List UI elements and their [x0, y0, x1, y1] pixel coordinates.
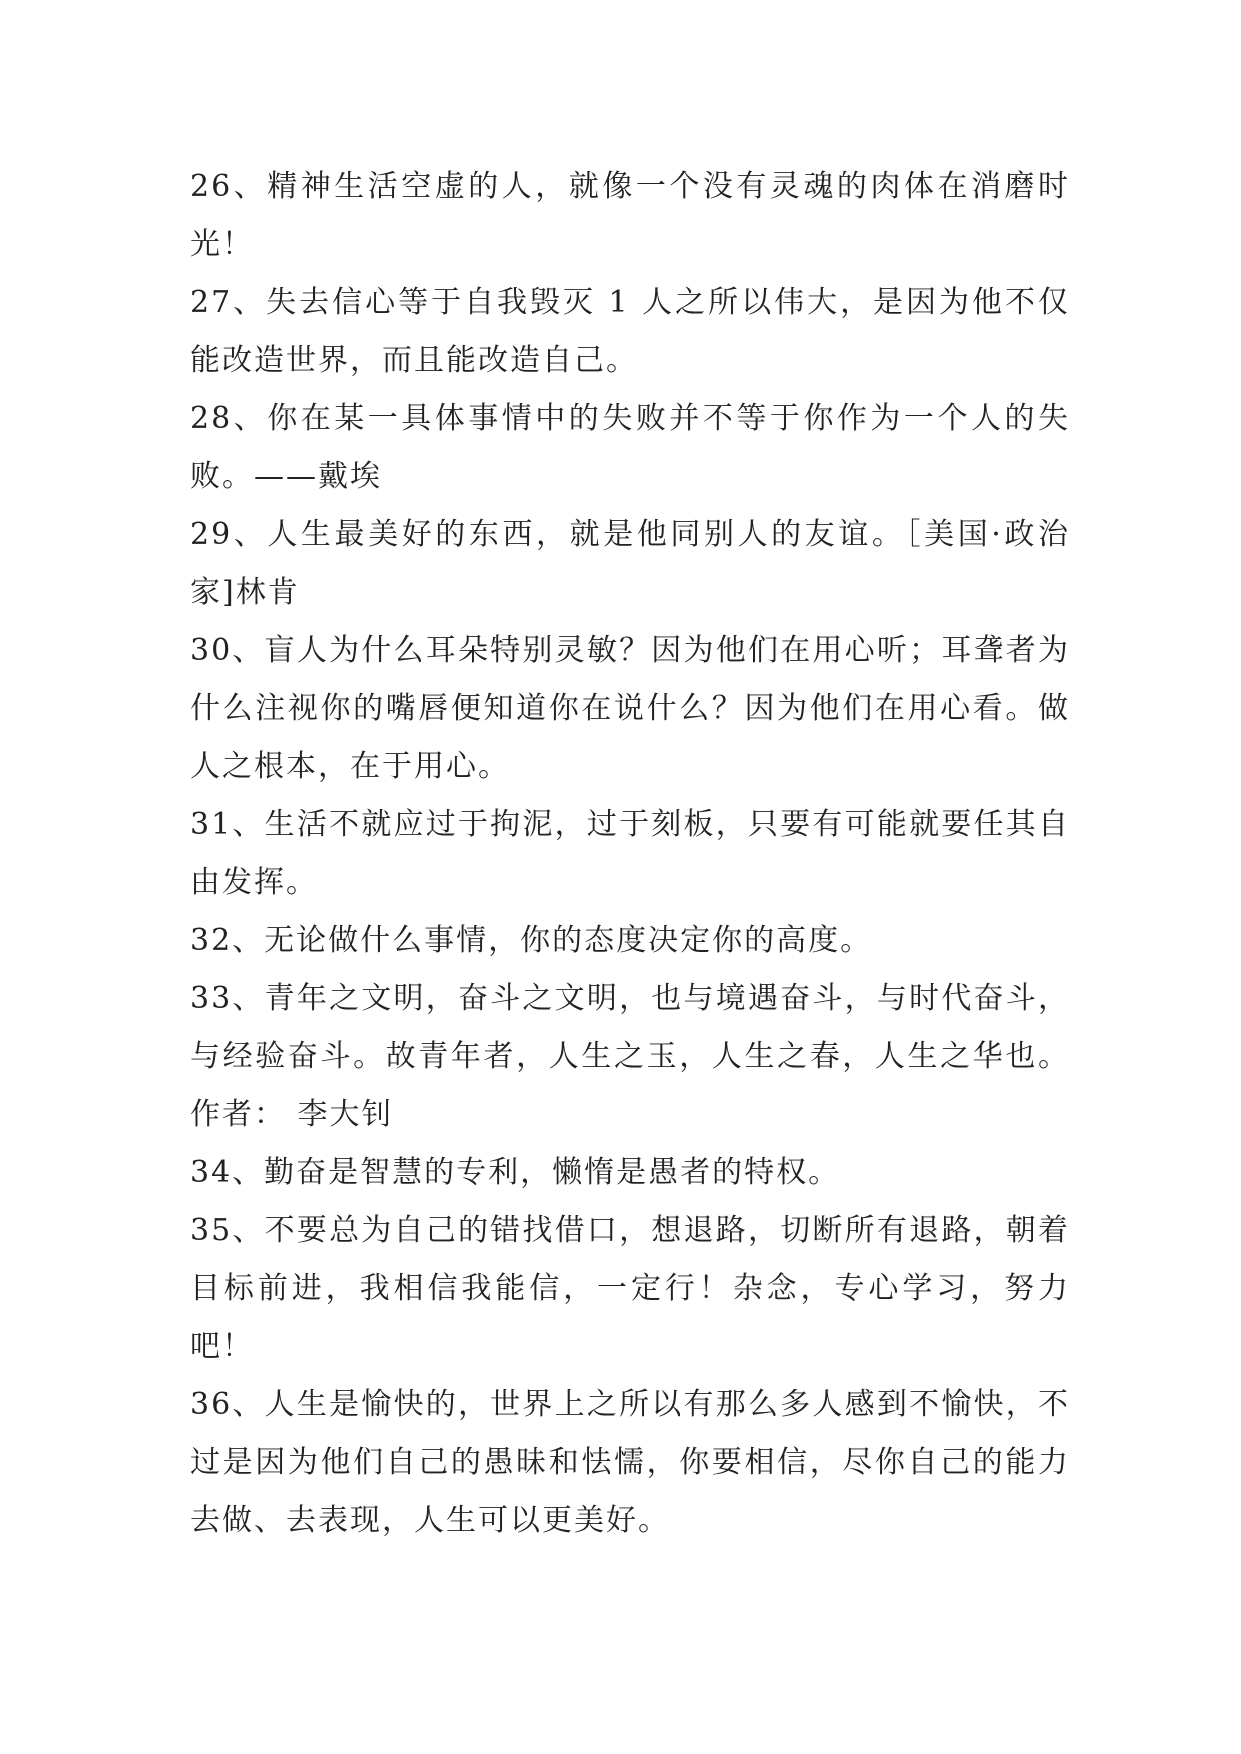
quote-33: 33、青年之文明，奋斗之文明，也与境遇奋斗，与时代奋斗，与经验奋斗。故青年者，人生之玉，人生之春，人生之华也。作者： 李大钊	[190, 981, 1070, 1132]
quote-36: 36、人生是愉快的，世界上之所以有那么多人感到不愉快，不过是因为他们自己的愚昧和怯懦，你要相信，尽你自己的能力去做、去表现，人生可以更美好。	[190, 1387, 1070, 1538]
quote-28: 28、你在某一具体事情中的失败并不等于你作为一个人的失败。——戴埃	[190, 401, 1070, 494]
quote-list	[190, 158, 1070, 1550]
quote-32: 32、无论做什么事情，你的态度决定你的高度。	[190, 923, 873, 958]
quote-30: 30、盲人为什么耳朵特别灵敏？因为他们在用心听；耳聋者为什么注视你的嘴唇便知道你在说什么？因为他们在用心看。做人之根本，在于用心。	[190, 633, 1070, 784]
quote-27: 27、失去信心等于自我毁灭 1 人之所以伟大，是因为他不仅能改造世界，而且能改造自己。	[190, 285, 1070, 378]
quote-29: 29、人生最美好的东西，就是他同别人的友谊。［美国·政治家]林肯	[190, 517, 1070, 610]
quote-34: 34、勤奋是智慧的专利，懒惰是愚者的特权。	[190, 1155, 841, 1190]
quote-35: 35、不要总为自己的错找借口，想退路，切断所有退路，朝着目标前进，我相信我能信，一定行！杂念，专心学习，努力吧！	[190, 1213, 1070, 1364]
quote-31: 31、生活不就应过于拘泥，过于刻板，只要有可能就要任其自由发挥。	[190, 807, 1070, 900]
quote-26: 26、精神生活空虚的人，就像一个没有灵魂的肉体在消磨时光！	[190, 169, 1070, 262]
